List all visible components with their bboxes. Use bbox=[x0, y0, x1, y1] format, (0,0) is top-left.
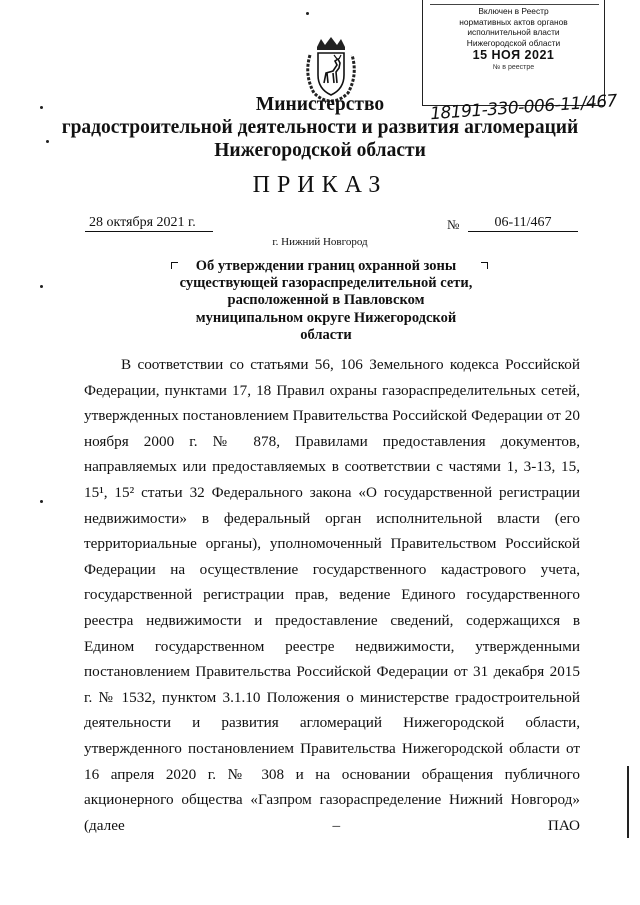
registry-stamp bbox=[422, 0, 605, 106]
scan-dot bbox=[40, 106, 43, 109]
order-title: ПРИКАЗ bbox=[252, 172, 388, 198]
registry-number-handwritten: 18191-330-006-11/467 bbox=[429, 91, 618, 125]
scan-dot bbox=[46, 140, 49, 143]
ministry-name-line-2: градостроительной деятельности и развития агломераций bbox=[61, 117, 579, 138]
ministry-name-line-3: Нижегородской области bbox=[214, 140, 426, 161]
subject-corner-right bbox=[481, 262, 488, 269]
scan-dot bbox=[40, 285, 43, 288]
scan-dot bbox=[40, 500, 43, 503]
order-number: 06-11/467 bbox=[468, 215, 578, 232]
order-subject: Об утверждении границ охранной зоны существующей газораспределительной сети, расположенной в Павловском муниципальном округе Нижегородской области bbox=[179, 258, 473, 343]
ministry-name-line-1: Министерство bbox=[255, 94, 385, 115]
scan-dot bbox=[306, 12, 309, 15]
order-number-label: № bbox=[447, 217, 460, 232]
stamp-top-line bbox=[430, 4, 599, 5]
stamp-date: 15 НОЯ 2021 bbox=[472, 48, 555, 62]
order-body bbox=[84, 352, 580, 838]
stamp-line-1: Включен в Реестр bbox=[478, 6, 549, 16]
stamp-line-4: Нижегородской области bbox=[466, 37, 561, 48]
scan-edge-mark bbox=[627, 766, 629, 838]
stamp-number-label: № в реестре bbox=[492, 63, 535, 71]
stamp-line-2: нормативных актов органов bbox=[459, 16, 568, 27]
stamp-line-3: исполнительной власти bbox=[467, 27, 560, 37]
coat-of-arms-emblem bbox=[300, 35, 362, 103]
order-city: г. Нижний Новгород bbox=[272, 236, 368, 248]
order-date: 28 октября 2021 г. bbox=[85, 215, 213, 232]
body-paragraph: В соответствии со статьями 56, 106 Земельного кодекса Российской Федерации, пунктами 17, 18 Правил охраны газораспределительных сетей, утвержденных постановлением Правительства Российской Федерации от 20 ноября 2000 г. № 878, Правилами предоставления документов, направляемых или предоставляемых в соответствии с частями 1, 3-13, 15, 15¹, 15² статьи 32 Федерального закона «О государственной регистрации недвижимости» в федеральный орган исполнительной власти (его территориальные органы), уполномоченный Правительством Российской Федерации на осуществление государственного кадастрового учета, государственной регистрации прав, ведение Единого государственного реестра недвижимости и предоставление сведений, содержащихся в Едином государственном реестре недвижимости, утвержденными постановлением Правительства Российской Федерации от 31 декабря 2015 г. № 1532, пунктом 3.1.10 Положения о министерстве градостроительной деятельности и развития агломераций Нижегородской области, утвержденного постановлением Правительства Нижегородской области от 16 апреля 2020 г. № 308 и на основании обращения публичного акционерного общества «Газпром газораспределение Нижний Новгород» (далее – ПАО bbox=[84, 356, 580, 834]
